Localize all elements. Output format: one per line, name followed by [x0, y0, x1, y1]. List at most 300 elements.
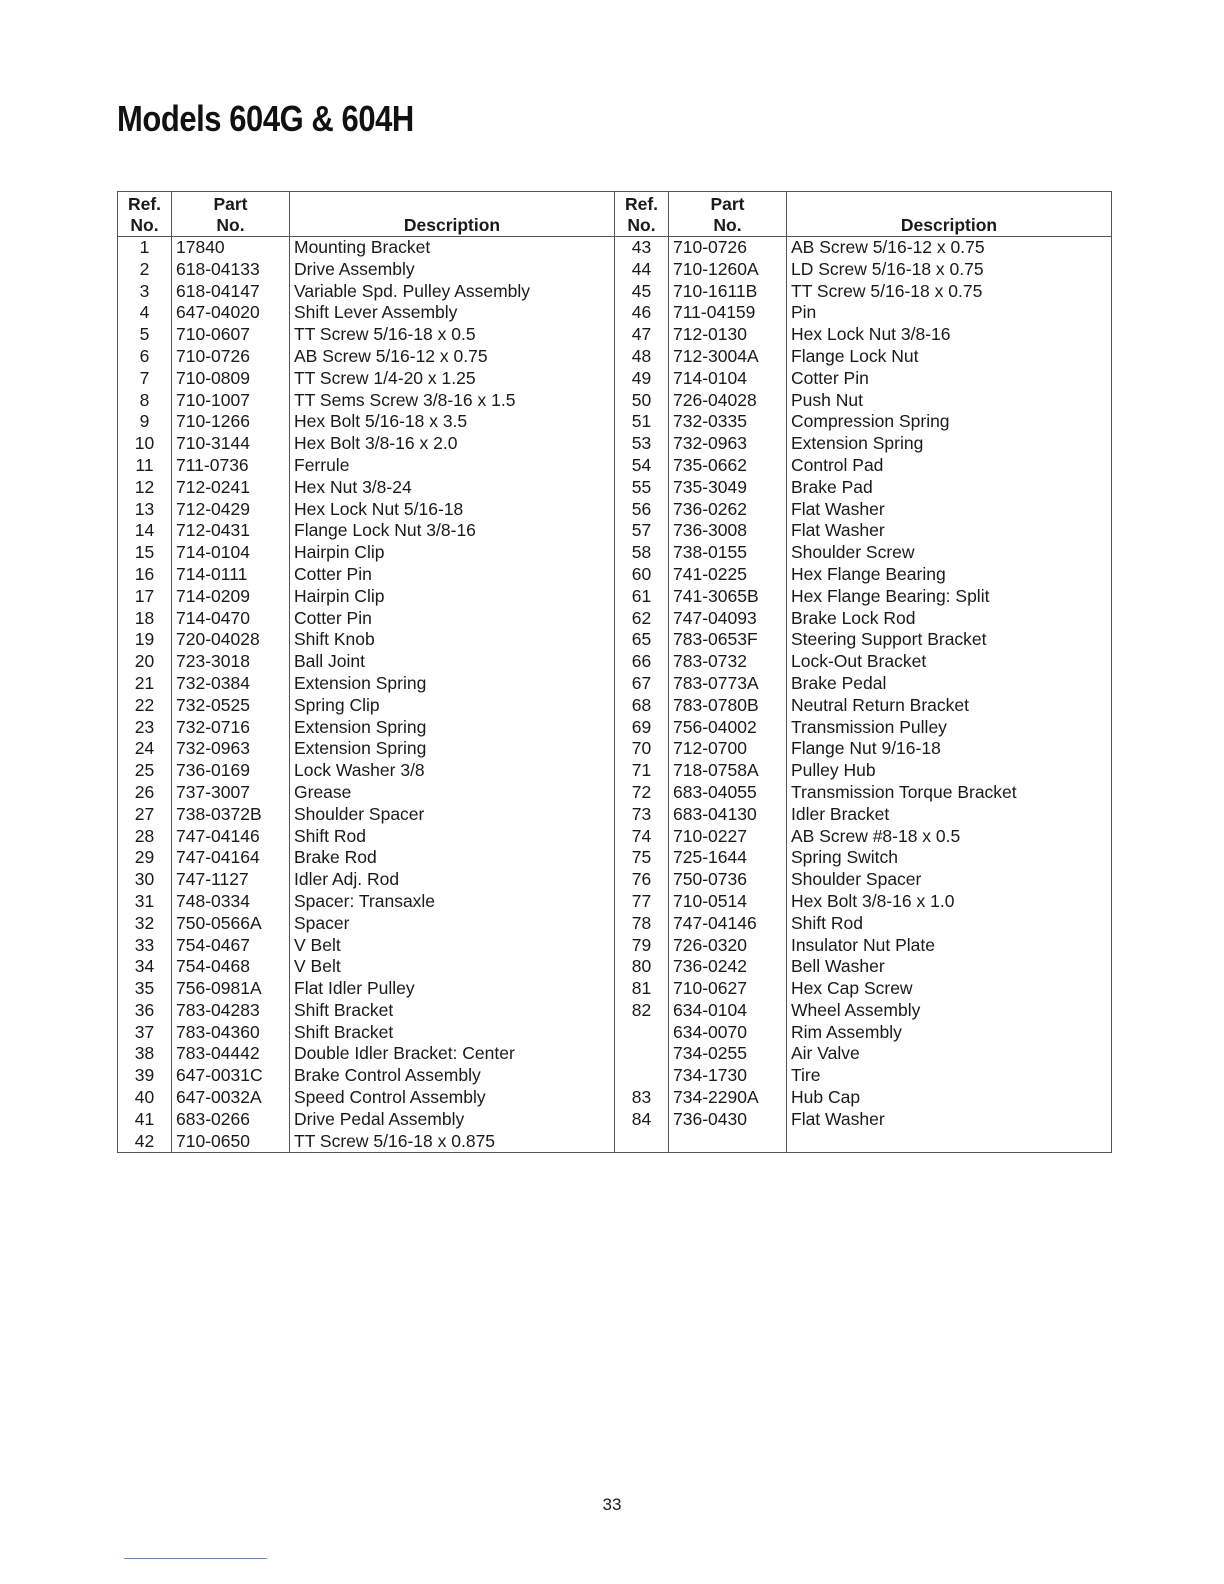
parts-table [117, 191, 1112, 1153]
part-no-cell: 783-0773A [669, 673, 787, 695]
ref-no-cell: 50 [615, 390, 669, 412]
ref-no-cell: 38 [118, 1043, 172, 1065]
ref-no-cell: 22 [118, 695, 172, 717]
ref-no-cell: 5 [118, 324, 172, 346]
table-row [118, 891, 1112, 913]
description-cell: Extension Spring [290, 717, 615, 739]
part-no-cell: 710-0227 [669, 826, 787, 848]
description-cell: Compression Spring [787, 411, 1112, 433]
ref-no-cell: 31 [118, 891, 172, 913]
description-cell: V Belt [290, 935, 615, 957]
description-cell: Wheel Assembly [787, 1000, 1112, 1022]
ref-no-cell: 57 [615, 520, 669, 542]
description-cell: Hex Lock Nut 5/16-18 [290, 499, 615, 521]
table-row [118, 237, 1112, 259]
description-cell: Flat Idler Pulley [290, 978, 615, 1000]
part-no-cell: 736-0262 [669, 499, 787, 521]
description-cell: Brake Control Assembly [290, 1065, 615, 1087]
description-cell: Shift Rod [787, 913, 1112, 935]
part-no-cell: 711-04159 [669, 302, 787, 324]
description-cell: Hex Bolt 3/8-16 x 2.0 [290, 433, 615, 455]
description-cell: Speed Control Assembly [290, 1087, 615, 1109]
part-no-cell: 726-04028 [669, 390, 787, 412]
part-no-cell: 741-0225 [669, 564, 787, 586]
ref-no-cell: 72 [615, 782, 669, 804]
part-no-cell: 647-04020 [172, 302, 290, 324]
part-no-cell: 712-3004A [669, 346, 787, 368]
ref-no-cell: 45 [615, 281, 669, 303]
part-no-cell: 647-0031C [172, 1065, 290, 1087]
ref-no-cell: 84 [615, 1109, 669, 1131]
part-no-cell: 712-0700 [669, 738, 787, 760]
ref-no-cell [615, 1022, 669, 1044]
part-no-cell: 736-0242 [669, 956, 787, 978]
description-cell: Hex Lock Nut 3/8-16 [787, 324, 1112, 346]
part-no-cell: 747-04146 [669, 913, 787, 935]
ref-no-cell: 24 [118, 738, 172, 760]
ref-no-cell: 18 [118, 608, 172, 630]
part-no-cell: 783-04360 [172, 1022, 290, 1044]
ref-no-cell: 44 [615, 259, 669, 281]
table-row [118, 346, 1112, 368]
part-no-cell: 734-1730 [669, 1065, 787, 1087]
description-cell: Ball Joint [290, 651, 615, 673]
description-cell: Double Idler Bracket: Center [290, 1043, 615, 1065]
part-no-cell: 714-0470 [172, 608, 290, 630]
table-row [118, 1087, 1112, 1109]
table-row [118, 935, 1112, 957]
ref-no-cell: 2 [118, 259, 172, 281]
part-no-cell: 783-04442 [172, 1043, 290, 1065]
ref-no-cell [615, 1043, 669, 1065]
ref-no-cell: 6 [118, 346, 172, 368]
description-cell: Lock Washer 3/8 [290, 760, 615, 782]
part-no-cell: 714-0209 [172, 586, 290, 608]
description-cell: Hex Bolt 3/8-16 x 1.0 [787, 891, 1112, 913]
part-no-cell: 712-0130 [669, 324, 787, 346]
part-no-cell: 726-0320 [669, 935, 787, 957]
part-no-cell: 634-0104 [669, 1000, 787, 1022]
ref-no-cell: 71 [615, 760, 669, 782]
ref-no-cell: 3 [118, 281, 172, 303]
part-no-cell: 735-0662 [669, 455, 787, 477]
description-cell: Push Nut [787, 390, 1112, 412]
part-no-cell: 683-04055 [669, 782, 787, 804]
part-no-cell: 732-0335 [669, 411, 787, 433]
description-cell: Rim Assembly [787, 1022, 1112, 1044]
description-cell: Shift Knob [290, 629, 615, 651]
description-cell: Shoulder Spacer [290, 804, 615, 826]
part-no-cell: 710-0650 [172, 1131, 290, 1153]
ref-no-cell: 42 [118, 1131, 172, 1153]
description-cell: Spring Switch [787, 847, 1112, 869]
parts-table-header [118, 192, 1112, 237]
part-no-cell: 735-3049 [669, 477, 787, 499]
description-cell: Lock-Out Bracket [787, 651, 1112, 673]
description-cell: Cotter Pin [290, 608, 615, 630]
part-no-cell: 714-0104 [172, 542, 290, 564]
description-cell: Transmission Torque Bracket [787, 782, 1112, 804]
part-no-cell [669, 1131, 787, 1153]
description-cell: Extension Spring [290, 738, 615, 760]
part-no-cell: 750-0566A [172, 913, 290, 935]
table-row [118, 259, 1112, 281]
ref-no-cell: 67 [615, 673, 669, 695]
description-cell: Brake Pad [787, 477, 1112, 499]
part-no-cell: 747-04164 [172, 847, 290, 869]
part-no-cell: 747-04093 [669, 608, 787, 630]
ref-no-cell: 32 [118, 913, 172, 935]
part-no-cell: 710-0627 [669, 978, 787, 1000]
description-cell: Tire [787, 1065, 1112, 1087]
ref-no-cell: 48 [615, 346, 669, 368]
part-no-cell: 734-0255 [669, 1043, 787, 1065]
description-cell: V Belt [290, 956, 615, 978]
table-row [118, 499, 1112, 521]
ref-no-cell: 80 [615, 956, 669, 978]
ref-no-cell: 4 [118, 302, 172, 324]
ref-no-cell: 58 [615, 542, 669, 564]
table-row [118, 1043, 1112, 1065]
part-no-cell: 618-04147 [172, 281, 290, 303]
description-cell: Flat Washer [787, 520, 1112, 542]
description-cell: Hex Cap Screw [787, 978, 1112, 1000]
part-no-cell: 710-1260A [669, 259, 787, 281]
ref-no-cell: 14 [118, 520, 172, 542]
description-cell: Brake Rod [290, 847, 615, 869]
table-row [118, 651, 1112, 673]
table-row [118, 1065, 1112, 1087]
table-row [118, 520, 1112, 542]
table-row [118, 956, 1112, 978]
ref-no-cell: 49 [615, 368, 669, 390]
ref-no-cell: 25 [118, 760, 172, 782]
description-cell: Cotter Pin [290, 564, 615, 586]
description-cell: Flat Washer [787, 499, 1112, 521]
ref-no-cell: 40 [118, 1087, 172, 1109]
table-row [118, 564, 1112, 586]
description-cell: Drive Assembly [290, 259, 615, 281]
ref-no-cell: 79 [615, 935, 669, 957]
description-cell: Ferrule [290, 455, 615, 477]
table-row [118, 1131, 1112, 1153]
part-no-cell: 712-0429 [172, 499, 290, 521]
description-cell: Spacer: Transaxle [290, 891, 615, 913]
ref-no-cell: 78 [615, 913, 669, 935]
description-cell: LD Screw 5/16-18 x 0.75 [787, 259, 1112, 281]
table-row [118, 324, 1112, 346]
part-no-cell: 710-0809 [172, 368, 290, 390]
header-description-right: Description [787, 192, 1112, 237]
table-row [118, 368, 1112, 390]
part-no-cell: 754-0468 [172, 956, 290, 978]
description-cell: AB Screw 5/16-12 x 0.75 [787, 237, 1112, 259]
page-number: 33 [602, 1495, 622, 1514]
description-cell: TT Screw 1/4-20 x 1.25 [290, 368, 615, 390]
description-cell: Shoulder Spacer [787, 869, 1112, 891]
description-cell: Control Pad [787, 455, 1112, 477]
ref-no-cell: 46 [615, 302, 669, 324]
part-no-cell: 712-0431 [172, 520, 290, 542]
ref-no-cell: 61 [615, 586, 669, 608]
table-row [118, 302, 1112, 324]
description-cell: Idler Bracket [787, 804, 1112, 826]
description-cell: TT Screw 5/16-18 x 0.75 [787, 281, 1112, 303]
part-no-cell: 741-3065B [669, 586, 787, 608]
part-no-cell: 732-0716 [172, 717, 290, 739]
part-no-cell: 738-0372B [172, 804, 290, 826]
table-row [118, 782, 1112, 804]
part-no-cell: 710-1611B [669, 281, 787, 303]
part-no-cell: 783-04283 [172, 1000, 290, 1022]
header-description-left: Description [290, 192, 615, 237]
ref-no-cell: 43 [615, 237, 669, 259]
table-row [118, 608, 1112, 630]
ref-no-cell: 13 [118, 499, 172, 521]
part-no-cell: 17840 [172, 237, 290, 259]
ref-no-cell: 33 [118, 935, 172, 957]
ref-no-cell: 83 [615, 1087, 669, 1109]
description-cell: Hex Flange Bearing [787, 564, 1112, 586]
description-cell: Mounting Bracket [290, 237, 615, 259]
description-cell: Variable Spd. Pulley Assembly [290, 281, 615, 303]
part-no-cell: 736-3008 [669, 520, 787, 542]
description-cell: Cotter Pin [787, 368, 1112, 390]
description-cell: Pulley Hub [787, 760, 1112, 782]
ref-no-cell: 12 [118, 477, 172, 499]
part-no-cell: 683-04130 [669, 804, 787, 826]
ref-no-cell: 27 [118, 804, 172, 826]
part-no-cell: 732-0963 [172, 738, 290, 760]
header-part-no-right: Part No. [669, 192, 787, 237]
part-no-cell: 783-0780B [669, 695, 787, 717]
description-cell: Hairpin Clip [290, 586, 615, 608]
ref-no-cell: 37 [118, 1022, 172, 1044]
description-cell: Shift Bracket [290, 1022, 615, 1044]
part-no-cell: 754-0467 [172, 935, 290, 957]
ref-no-cell: 30 [118, 869, 172, 891]
table-row [118, 826, 1112, 848]
ref-no-cell: 16 [118, 564, 172, 586]
description-cell: Brake Pedal [787, 673, 1112, 695]
part-no-cell: 783-0653F [669, 629, 787, 651]
table-row [118, 477, 1112, 499]
description-cell: Flange Nut 9/16-18 [787, 738, 1112, 760]
part-no-cell: 714-0104 [669, 368, 787, 390]
ref-no-cell: 41 [118, 1109, 172, 1131]
part-no-cell: 750-0736 [669, 869, 787, 891]
ref-no-cell: 66 [615, 651, 669, 673]
description-cell: Air Valve [787, 1043, 1112, 1065]
ref-no-cell: 81 [615, 978, 669, 1000]
ref-no-cell: 11 [118, 455, 172, 477]
header-part-no-left: Part No. [172, 192, 290, 237]
ref-no-cell: 54 [615, 455, 669, 477]
part-no-cell: 634-0070 [669, 1022, 787, 1044]
table-row [118, 455, 1112, 477]
ref-no-cell [615, 1131, 669, 1153]
description-cell: Hairpin Clip [290, 542, 615, 564]
table-row [118, 869, 1112, 891]
description-cell: AB Screw 5/16-12 x 0.75 [290, 346, 615, 368]
description-cell: TT Sems Screw 3/8-16 x 1.5 [290, 390, 615, 412]
description-cell: Hex Bolt 5/16-18 x 3.5 [290, 411, 615, 433]
part-no-cell: 783-0732 [669, 651, 787, 673]
table-row [118, 411, 1112, 433]
ref-no-cell: 82 [615, 1000, 669, 1022]
ref-no-cell: 75 [615, 847, 669, 869]
page-title: Models 604G & 604H [117, 98, 414, 139]
ref-no-cell: 39 [118, 1065, 172, 1087]
description-cell: Extension Spring [787, 433, 1112, 455]
ref-no-cell: 29 [118, 847, 172, 869]
description-cell: Spring Clip [290, 695, 615, 717]
description-cell: TT Screw 5/16-18 x 0.875 [290, 1131, 615, 1153]
ref-no-cell: 1 [118, 237, 172, 259]
ref-no-cell: 60 [615, 564, 669, 586]
table-row [118, 695, 1112, 717]
table-row [118, 390, 1112, 412]
table-row [118, 1109, 1112, 1131]
ref-no-cell: 77 [615, 891, 669, 913]
description-cell: Extension Spring [290, 673, 615, 695]
part-no-cell: 711-0736 [172, 455, 290, 477]
table-row [118, 760, 1112, 782]
part-no-cell: 738-0155 [669, 542, 787, 564]
ref-no-cell: 35 [118, 978, 172, 1000]
description-cell: Transmission Pulley [787, 717, 1112, 739]
table-row [118, 1000, 1112, 1022]
table-row [118, 913, 1112, 935]
part-no-cell: 723-3018 [172, 651, 290, 673]
part-no-cell: 734-2290A [669, 1087, 787, 1109]
description-cell: Pin [787, 302, 1112, 324]
ref-no-cell: 68 [615, 695, 669, 717]
ref-no-cell: 53 [615, 433, 669, 455]
ref-no-cell: 20 [118, 651, 172, 673]
ref-no-cell: 73 [615, 804, 669, 826]
description-cell: Shift Bracket [290, 1000, 615, 1022]
ref-no-cell: 47 [615, 324, 669, 346]
part-no-cell: 683-0266 [172, 1109, 290, 1131]
ref-no-cell: 26 [118, 782, 172, 804]
description-cell: Steering Support Bracket [787, 629, 1112, 651]
part-no-cell: 710-0726 [669, 237, 787, 259]
ref-no-cell: 62 [615, 608, 669, 630]
description-cell: Hub Cap [787, 1087, 1112, 1109]
description-cell: Shift Lever Assembly [290, 302, 615, 324]
part-no-cell: 737-3007 [172, 782, 290, 804]
part-no-cell: 720-04028 [172, 629, 290, 651]
ref-no-cell: 56 [615, 499, 669, 521]
ref-no-cell: 34 [118, 956, 172, 978]
part-no-cell: 736-0169 [172, 760, 290, 782]
part-no-cell: 710-1266 [172, 411, 290, 433]
ref-no-cell: 65 [615, 629, 669, 651]
part-no-cell: 710-0726 [172, 346, 290, 368]
description-cell: Insulator Nut Plate [787, 935, 1112, 957]
table-row [118, 586, 1112, 608]
ref-no-cell: 17 [118, 586, 172, 608]
ref-no-cell: 15 [118, 542, 172, 564]
ref-no-cell: 76 [615, 869, 669, 891]
part-no-cell: 725-1644 [669, 847, 787, 869]
description-cell: Drive Pedal Assembly [290, 1109, 615, 1131]
ref-no-cell: 19 [118, 629, 172, 651]
part-no-cell: 756-04002 [669, 717, 787, 739]
header-ref-no-right: Ref. No. [615, 192, 669, 237]
ref-no-cell: 10 [118, 433, 172, 455]
parts-table-body [118, 237, 1112, 1153]
ref-no-cell [615, 1065, 669, 1087]
part-no-cell: 618-04133 [172, 259, 290, 281]
description-cell: TT Screw 5/16-18 x 0.5 [290, 324, 615, 346]
table-row [118, 673, 1112, 695]
part-no-cell: 747-1127 [172, 869, 290, 891]
table-row [118, 542, 1112, 564]
part-no-cell: 710-0514 [669, 891, 787, 913]
part-no-cell: 718-0758A [669, 760, 787, 782]
description-cell: Flange Lock Nut [787, 346, 1112, 368]
part-no-cell: 732-0525 [172, 695, 290, 717]
ref-no-cell: 23 [118, 717, 172, 739]
table-row [118, 804, 1112, 826]
ref-no-cell: 69 [615, 717, 669, 739]
table-row [118, 978, 1112, 1000]
description-cell: Idler Adj. Rod [290, 869, 615, 891]
part-no-cell: 732-0384 [172, 673, 290, 695]
part-no-cell: 714-0111 [172, 564, 290, 586]
ref-no-cell: 28 [118, 826, 172, 848]
table-row [118, 281, 1112, 303]
ref-no-cell: 70 [615, 738, 669, 760]
description-cell: Shoulder Screw [787, 542, 1112, 564]
table-row [118, 1022, 1112, 1044]
ref-no-cell: 9 [118, 411, 172, 433]
table-row [118, 847, 1112, 869]
ref-no-cell: 51 [615, 411, 669, 433]
part-no-cell: 732-0963 [669, 433, 787, 455]
ref-no-cell: 21 [118, 673, 172, 695]
header-ref-no-left: Ref. No. [118, 192, 172, 237]
ref-no-cell: 8 [118, 390, 172, 412]
description-cell: Flat Washer [787, 1109, 1112, 1131]
part-no-cell: 710-3144 [172, 433, 290, 455]
description-cell: Flange Lock Nut 3/8-16 [290, 520, 615, 542]
ref-no-cell: 36 [118, 1000, 172, 1022]
part-no-cell: 748-0334 [172, 891, 290, 913]
description-cell: Shift Rod [290, 826, 615, 848]
ref-no-cell: 74 [615, 826, 669, 848]
part-no-cell: 710-0607 [172, 324, 290, 346]
part-no-cell: 712-0241 [172, 477, 290, 499]
part-no-cell: 647-0032A [172, 1087, 290, 1109]
description-cell: AB Screw #8-18 x 0.5 [787, 826, 1112, 848]
ref-no-cell: 55 [615, 477, 669, 499]
description-cell: Bell Washer [787, 956, 1112, 978]
part-no-cell: 710-1007 [172, 390, 290, 412]
ref-no-cell: 7 [118, 368, 172, 390]
part-no-cell: 736-0430 [669, 1109, 787, 1131]
description-cell: Neutral Return Bracket [787, 695, 1112, 717]
part-no-cell: 747-04146 [172, 826, 290, 848]
table-row [118, 738, 1112, 760]
footer-rule [124, 1558, 267, 1559]
table-row [118, 433, 1112, 455]
description-cell: Hex Nut 3/8-24 [290, 477, 615, 499]
description-cell: Spacer [290, 913, 615, 935]
description-cell: Hex Flange Bearing: Split [787, 586, 1112, 608]
